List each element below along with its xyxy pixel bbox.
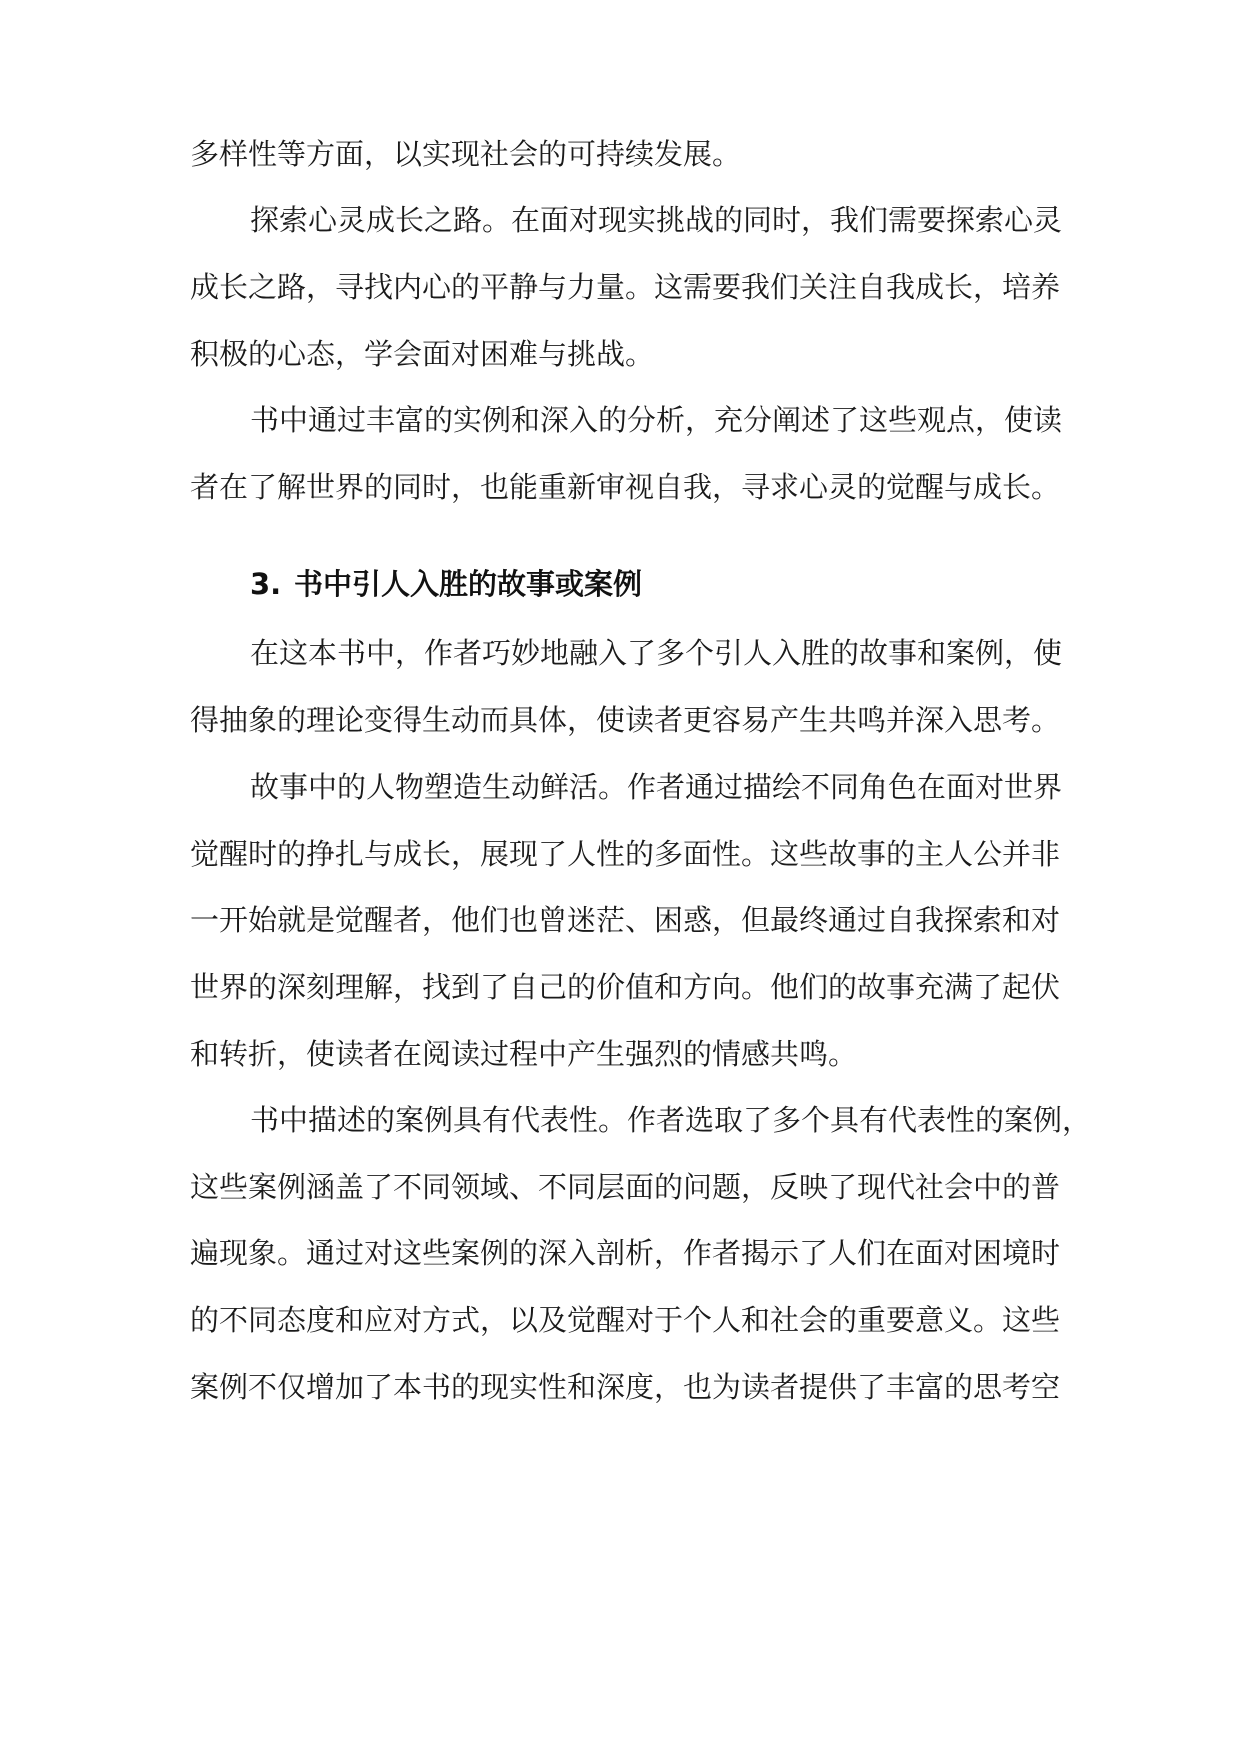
paragraph-line: 和转折，使读者在阅读过程中产生强烈的情感共鸣。: [190, 1037, 858, 1071]
paragraph-line: 案例不仅增加了本书的现实性和深度，也为读者提供了丰富的思考空: [190, 1370, 1061, 1404]
paragraph-line: 的不同态度和应对方式，以及觉醒对于个人和社会的重要意义。这些: [190, 1303, 1061, 1337]
paragraph-line: 世界的深刻理解，找到了自己的价值和方向。他们的故事充满了起伏: [190, 970, 1061, 1004]
paragraph-line: 多样性等方面，以实现社会的可持续发展。: [190, 137, 742, 171]
paragraph-line: 者在了解世界的同时，也能重新审视自我，寻求心灵的觉醒与成长。: [190, 470, 1061, 504]
paragraph-line: 积极的心态，学会面对困难与挑战。: [190, 337, 655, 371]
section-title: 书中引人入胜的故事或案例: [294, 567, 643, 601]
paragraph-line: 成长之路，寻找内心的平静与力量。这需要我们关注自我成长，培养: [190, 270, 1061, 304]
paragraph-line: 故事中的人物塑造生动鲜活。作者通过描绘不同角色在面对世界: [250, 770, 1063, 804]
paragraph-line: 书中通过丰富的实例和深入的分析，充分阐述了这些观点，使读: [250, 403, 1063, 437]
paragraph-line: 得抽象的理论变得生动而具体，使读者更容易产生共鸣并深入思考。: [190, 703, 1061, 737]
paragraph-line: 这些案例涵盖了不同领域、不同层面的问题，反映了现代社会中的普: [190, 1170, 1061, 1204]
paragraph-line: 觉醒时的挣扎与成长，展现了人性的多面性。这些故事的主人公并非: [190, 837, 1061, 871]
paragraph-line: 在这本书中，作者巧妙地融入了多个引人入胜的故事和案例，使: [250, 636, 1063, 670]
section-number: 3.: [250, 567, 282, 601]
paragraph-line: 书中描述的案例具有代表性。作者选取了多个具有代表性的案例，: [250, 1103, 1092, 1137]
section-heading: [250, 560, 1060, 608]
paragraph-line: 探索心灵成长之路。在面对现实挑战的同时，我们需要探索心灵: [250, 203, 1063, 237]
paragraph-line: 一开始就是觉醒者，他们也曾迷茫、困惑，但最终通过自我探索和对: [190, 903, 1061, 937]
paragraph-line: 遍现象。通过对这些案例的深入剖析，作者揭示了人们在面对困境时: [190, 1236, 1061, 1270]
